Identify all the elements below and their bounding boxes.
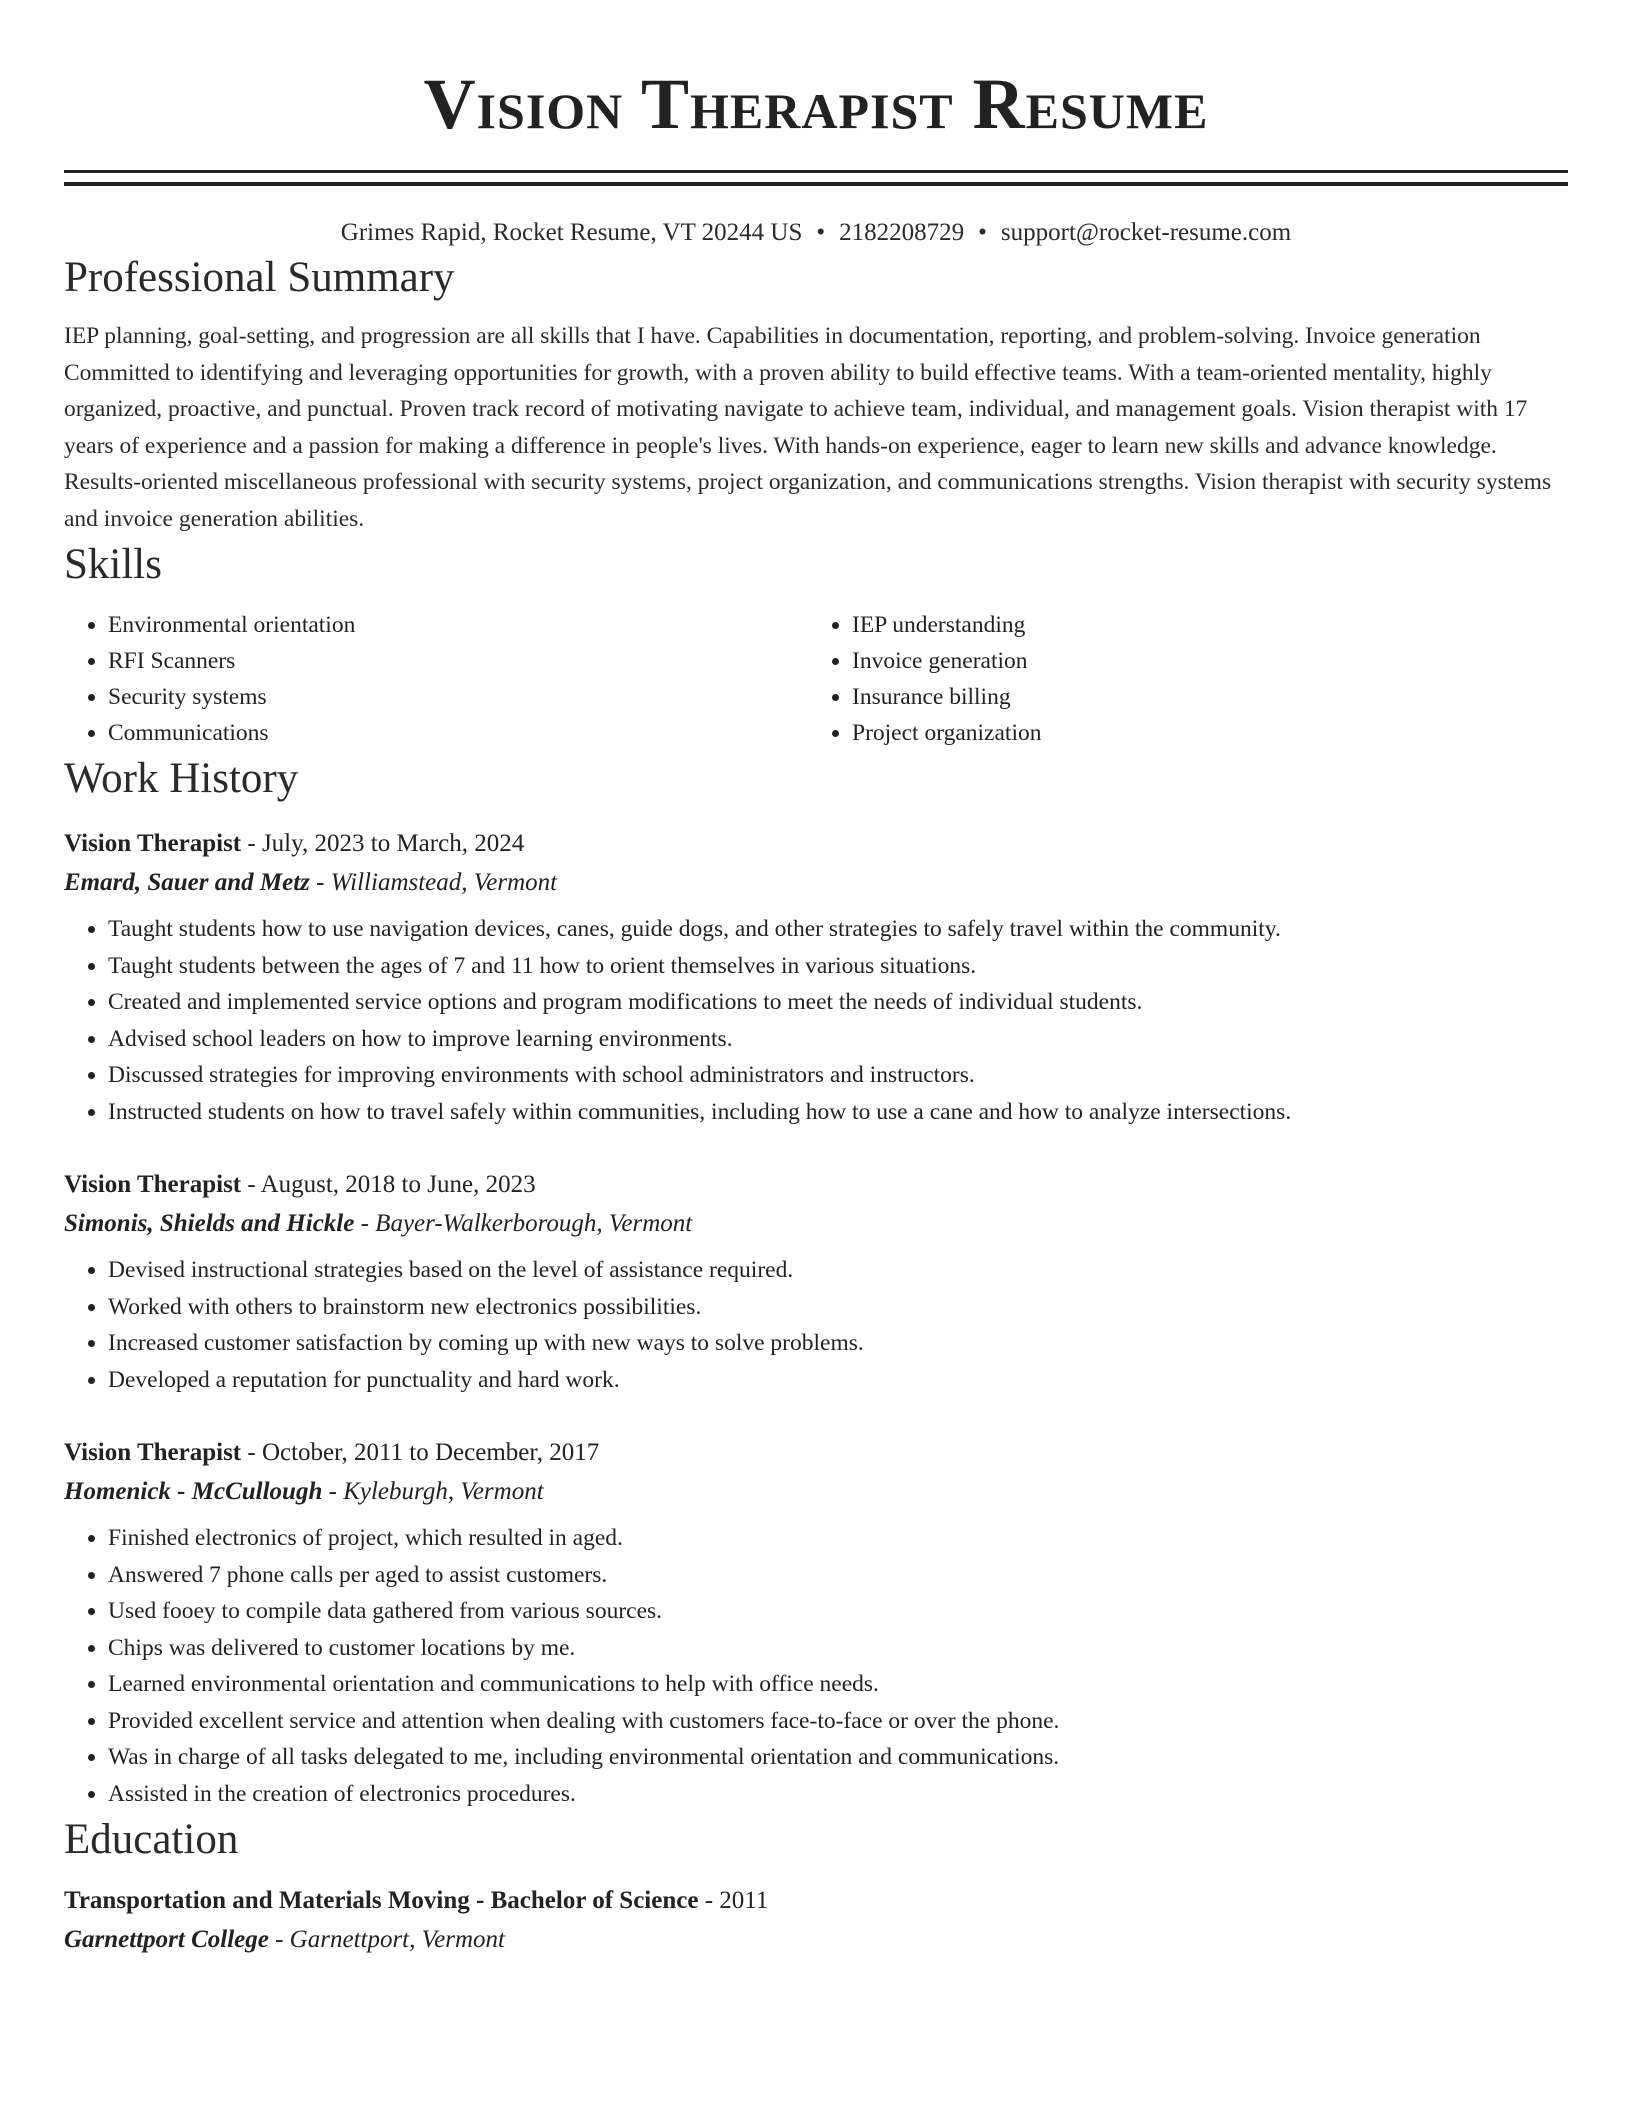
skill-item: • IEP understanding [852,607,1552,643]
job-bullets [64,911,1568,1130]
job-bullet: • Finished electronics of project, which resulted in aged. [108,1520,1568,1557]
company-location: - Williamstead, Vermont [309,869,558,896]
skills-columns [64,607,1568,751]
job-bullets [64,1252,1568,1398]
job-bullet: • Discussed strategies for improving environments with school administrators and instructors. [108,1057,1568,1094]
title-divider [64,170,1568,186]
company-line [64,863,1568,903]
job-entry [64,825,1568,1130]
job-bullet: • Increased customer satisfaction by coming up with new ways to solve problems. [108,1325,1568,1362]
school-line [64,1920,1568,1960]
job-bullet: • Assisted in the creation of electronics procedures. [108,1776,1568,1813]
job-bullet: • Worked with others to brainstorm new electronics possibilities. [108,1289,1568,1326]
job-bullets [64,1520,1568,1812]
company-line [64,1472,1568,1512]
job-title: Vision Therapist [64,1439,242,1466]
contact-line [64,216,1568,250]
skill-item: • Project organization [852,715,1552,751]
job-bullet: • Devised instructional strategies based on the level of assistance required. [108,1252,1568,1289]
contact-separator: • [978,219,987,246]
job-title: Vision Therapist [64,830,242,857]
job-entry [64,1166,1568,1398]
degree-year: - 2011 [698,1887,769,1914]
job-dates: - July, 2023 to March, 2024 [241,830,525,857]
contact-phone: 2182208729 [839,219,965,246]
job-title-line [64,825,1568,863]
skill-item: • Insurance billing [852,679,1552,715]
skills-list-right [808,607,1552,751]
skills-list-left [64,607,808,751]
company-line [64,1204,1568,1244]
school-name: Garnettport College [64,1926,269,1953]
skill-item: • Security systems [108,679,808,715]
job-bullet: • Chips was delivered to customer locations by me. [108,1630,1568,1667]
job-bullet: • Taught students between the ages of 7 and 11 how to orient themselves in various situations. [108,948,1568,985]
summary-text: IEP planning, goal-setting, and progression are all skills that I have. Capabilities in documentation, reporting, and problem-solving. Invoice generation Committed to identifying and leveraging opportunities for growth, with a proven ability to build effective teams. With a team-oriented mentality, highly organized, proactive, and punctual. Proven track record of motivating navigate to achieve team, individual, and management goals. Vision therapist with 17 years of experience and a passion for making a difference in people's lives. With hands-on experience, eager to learn new skills and advance knowledge. Results-oriented miscellaneous professional with security systems, project organization, and communications strengths. Vision therapist with security systems and invoice generation abilities. [64,323,1552,532]
job-dates: - October, 2011 to December, 2017 [241,1439,600,1466]
school-location: - Garnettport, Vermont [268,1926,505,1953]
job-title-line [64,1434,1568,1472]
job-entry [64,1434,1568,1812]
skill-item: • RFI Scanners [108,643,808,679]
education-entry [64,1882,1568,1960]
work-history-heading: Work History [64,755,299,802]
company-location: - Bayer-Walkerborough, Vermont [354,1210,693,1237]
education-heading: Education [64,1816,239,1863]
skills-heading: Skills [64,541,162,588]
job-bullet: • Taught students how to use navigation devices, canes, guide dogs, and other strategies to safely travel within the community. [108,911,1568,948]
contact-separator: • [816,219,826,246]
skill-item: • Invoice generation [852,643,1552,679]
job-bullet: • Provided excellent service and attention when dealing with customers face-to-face or over the phone. [108,1703,1568,1740]
skill-item: • Environmental orientation [108,607,808,643]
degree-name: Transportation and Materials Moving - Bachelor of Science [64,1887,699,1914]
job-title: Vision Therapist [64,1171,242,1198]
job-bullet: • Advised school leaders on how to improve learning environments. [108,1021,1568,1058]
job-bullet: • Developed a reputation for punctuality and hard work. [108,1362,1568,1399]
company-name: Emard, Sauer and Metz [64,869,310,896]
resume-title: Vision Therapist Resume [423,64,1209,144]
contact-email: support@rocket-resume.com [1000,219,1292,246]
job-bullet: • Used fooey to compile data gathered from various sources. [108,1593,1568,1630]
job-bullet: • Answered 7 phone calls per aged to assist customers. [108,1557,1568,1594]
company-name: Simonis, Shields and Hickle [64,1210,355,1237]
degree-line [64,1882,1568,1920]
job-dates: - August, 2018 to June, 2023 [241,1171,536,1198]
summary-heading: Professional Summary [64,254,455,301]
job-bullet: • Created and implemented service options and program modifications to meet the needs of individual students. [108,984,1568,1021]
company-name: Homenick - McCullough [64,1478,323,1505]
job-bullet: • Instructed students on how to travel safely within communities, including how to use a cane and how to analyze intersections. [108,1094,1568,1131]
job-bullet: • Learned environmental orientation and communications to help with office needs. [108,1666,1568,1703]
job-title-line [64,1166,1568,1204]
skill-item: • Communications [108,715,808,751]
contact-address: Grimes Rapid, Rocket Resume, VT 20244 US [340,219,803,246]
job-bullet: • Was in charge of all tasks delegated to me, including environmental orientation and communications. [108,1739,1568,1776]
company-location: - Kyleburgh, Vermont [322,1478,544,1505]
